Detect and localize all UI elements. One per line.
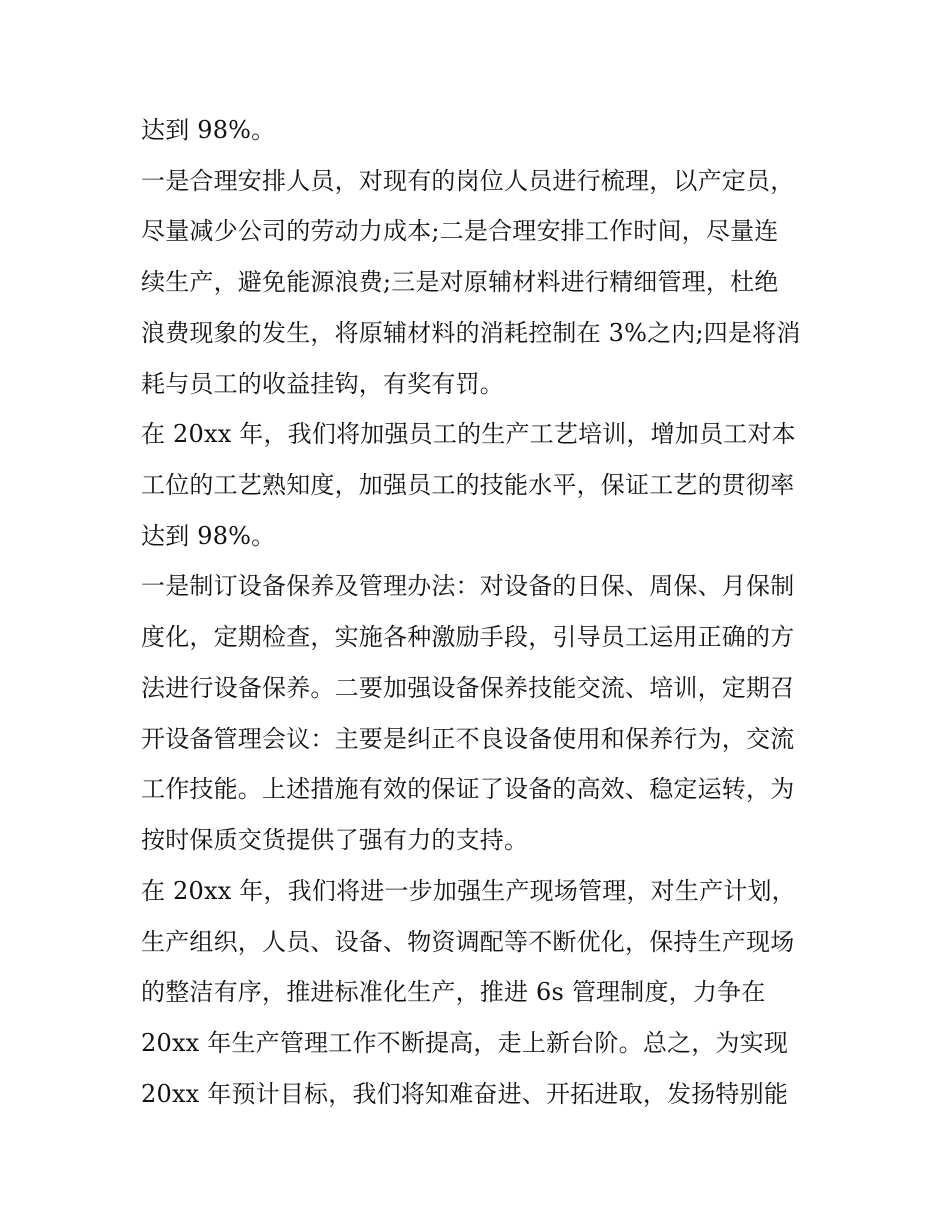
text-line: 续生产，避免能源浪费;三是对原辅材料进行精细管理，杜绝: [141, 268, 779, 296]
text-line: 耗与员工的收益挂钩，有奖有罚。: [141, 370, 504, 398]
text-line: 度化，定期检查，实施各种激励手段，引导员工运用正确的方: [141, 623, 795, 651]
text-line: 一是制订设备保养及管理办法：对设备的日保、周保、月保制: [141, 572, 795, 600]
text-line: 在 20xx 年，我们将加强员工的生产工艺培训，增加员工对本: [141, 420, 796, 448]
text-line: 尽量减少公司的劳动力成本;二是合理安排工作时间，尽量连: [141, 217, 779, 245]
text-line: 达到 98%。: [141, 116, 276, 144]
text-line: 的整洁有序，推进标准化生产，推进 6s 管理制度，力争在: [141, 978, 766, 1006]
text-line: 法进行设备保养。二要加强设备保养技能交流、培训，定期召: [141, 674, 795, 702]
text-line: 浪费现象的发生，将原辅材料的消耗控制在 3%之内;四是将消: [141, 319, 801, 347]
text-line: 20xx 年预计目标，我们将知难奋进、开拓进取，发扬特别能: [141, 1080, 789, 1108]
text-line: 工位的工艺熟知度，加强员工的技能水平，保证工艺的贯彻率: [141, 471, 795, 499]
text-line: 按时保质交货提供了强有力的支持。: [141, 826, 529, 854]
text-line: 生产组织，人员、设备、物资调配等不断优化，保持生产现场: [141, 928, 795, 956]
text-line: 一是合理安排人员，对现有的岗位人员进行梳理，以产定员，: [141, 167, 795, 195]
text-line: 工作技能。上述措施有效的保证了设备的高效、稳定运转，为: [141, 775, 795, 803]
text-line: 20xx 年生产管理工作不断提高，走上新台阶。总之，为实现: [141, 1029, 789, 1057]
text-line: 达到 98%。: [141, 522, 276, 550]
text-line: 开设备管理会议：主要是纠正不良设备使用和保养行为，交流: [141, 725, 795, 753]
text-line: 在 20xx 年，我们将进一步加强生产现场管理，对生产计划，: [141, 877, 796, 905]
